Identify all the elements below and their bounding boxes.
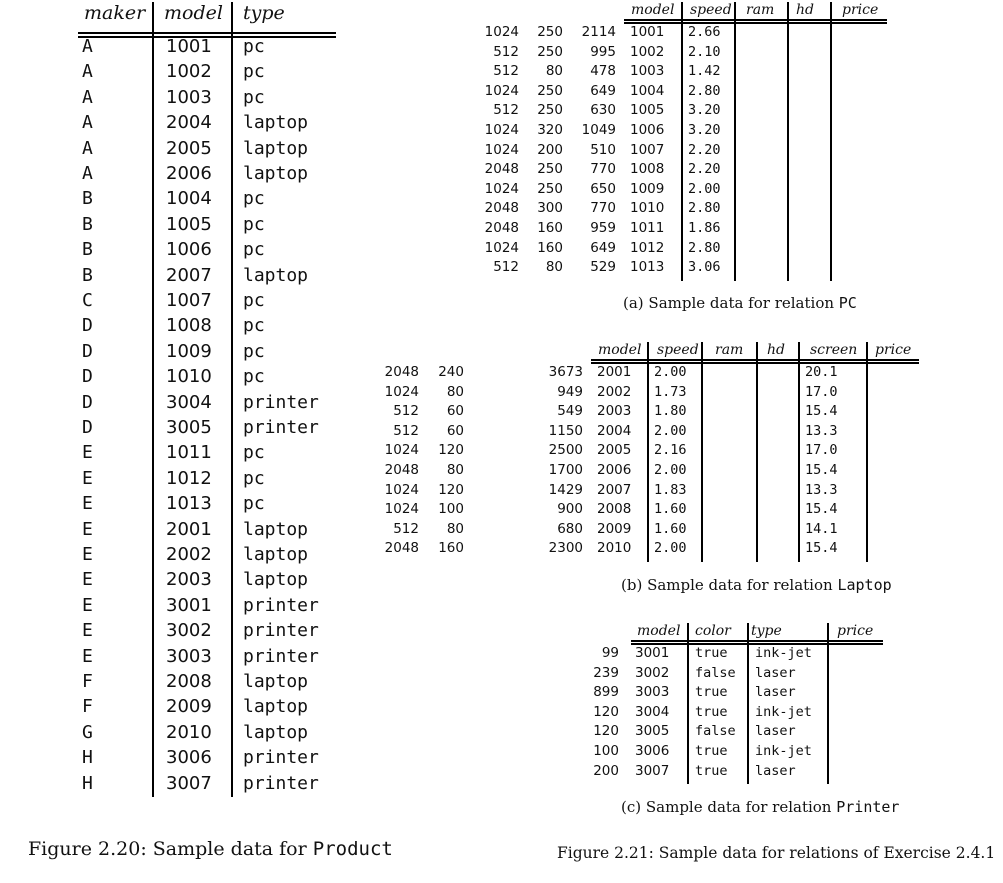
product-cell: pc xyxy=(243,86,265,108)
printerTable-cell: true xyxy=(695,743,728,759)
product-cell: laptop xyxy=(243,112,309,134)
product-cell: B xyxy=(82,264,93,286)
product-cell: H xyxy=(82,747,93,769)
laptopTable-cell: 2005 xyxy=(597,442,632,459)
product-cell: 3005 xyxy=(166,417,212,438)
pcTable-header-price: price xyxy=(842,2,879,18)
product-cell: laptop xyxy=(243,696,309,718)
pcTable-cell: 1008 xyxy=(630,161,665,178)
laptopTable-cell: 2009 xyxy=(597,520,632,537)
product-cell: 2010 xyxy=(166,721,212,743)
laptopTable-cell: 13.3 xyxy=(805,422,838,439)
printerTable-cell: 99 xyxy=(601,645,619,661)
pcTable-cell: 250 xyxy=(537,102,563,119)
product-cell: pc xyxy=(243,340,265,362)
product-cell: pc xyxy=(243,467,265,489)
pcTable-cell: 160 xyxy=(537,220,563,236)
printerTable-cell: false xyxy=(695,664,736,681)
pcTable-cell: 320 xyxy=(537,122,563,138)
printerTable-cell: 200 xyxy=(593,762,619,779)
product-cell: A xyxy=(82,61,93,83)
laptopTable-cell: 2.00 xyxy=(654,462,687,478)
pcTable-cell: 2048 xyxy=(484,161,519,178)
header-rule xyxy=(591,359,919,361)
laptopTable-cell: 2300 xyxy=(548,540,583,557)
laptopTable-cell: 2010 xyxy=(597,540,632,557)
column-divider xyxy=(687,623,689,784)
printerTable-cell: 3007 xyxy=(635,762,670,779)
pcTable-cell: 770 xyxy=(590,161,616,178)
printerTable-cell: laser xyxy=(755,664,796,681)
pcTable-cell: 2048 xyxy=(484,200,519,217)
pcTable-cell: 3.20 xyxy=(688,122,721,138)
pcTable-cell: 3.20 xyxy=(688,102,721,119)
header-rule xyxy=(78,32,336,34)
laptopTable-cell: 100 xyxy=(438,501,464,518)
laptopTable-cell: 1.73 xyxy=(654,383,687,400)
product-cell: printer xyxy=(243,391,319,413)
product-cell: D xyxy=(82,366,93,388)
laptopTable-cell: 680 xyxy=(557,520,583,537)
product-cell: pc xyxy=(243,36,265,57)
pcTable-cell: 250 xyxy=(537,82,563,99)
pcTable-cell: 512 xyxy=(493,63,519,80)
product-cell: 2002 xyxy=(166,544,212,565)
product-cell: printer xyxy=(243,594,319,616)
column-divider xyxy=(231,2,233,797)
pcTable-cell: 1005 xyxy=(630,102,665,119)
pcTable-cell: 2.80 xyxy=(688,239,721,256)
product-cell: 3003 xyxy=(166,645,212,667)
pcTable-cell: 1011 xyxy=(630,220,665,236)
laptopTable-cell: 2.00 xyxy=(654,422,687,439)
laptopTable-cell: 1024 xyxy=(384,442,419,459)
pcTable-cell: 649 xyxy=(590,239,616,256)
pcTable-cell: 250 xyxy=(537,161,563,178)
laptopTable-cell: 1.83 xyxy=(654,481,687,498)
laptopTable-cell: 13.3 xyxy=(805,481,838,498)
product-cell: 2005 xyxy=(166,137,212,159)
product-cell: E xyxy=(82,493,93,515)
laptopTable-cell: 120 xyxy=(438,442,464,459)
laptopTable-cell: 80 xyxy=(446,462,464,478)
pcTable-cell: 3.06 xyxy=(688,259,721,276)
laptopTable-cell: 512 xyxy=(393,422,419,439)
header-rule xyxy=(591,362,919,364)
product-cell: 1008 xyxy=(166,315,212,337)
pcTable-cell: 1049 xyxy=(581,122,616,138)
product-cell: G xyxy=(82,721,93,743)
laptopTable-cell: 2048 xyxy=(384,364,419,380)
product-cell: 1002 xyxy=(166,61,212,83)
laptopTable-cell: 15.4 xyxy=(805,501,838,518)
product-cell: pc xyxy=(243,315,265,337)
product-cell: 2008 xyxy=(166,671,212,692)
printerTable-cell: ink-jet xyxy=(755,743,812,759)
pcTable-cell: 2.00 xyxy=(688,180,721,197)
pcTable-cell: 1001 xyxy=(630,24,665,40)
laptopTable-cell: 17.0 xyxy=(805,442,838,459)
pcTable-cell: 80 xyxy=(545,63,563,80)
laptopTable-cell: 1700 xyxy=(548,462,583,478)
product-cell: pc xyxy=(243,188,265,210)
printerTable-cell: false xyxy=(695,723,736,740)
product-cell: B xyxy=(82,188,93,210)
product-cell: pc xyxy=(243,213,265,235)
figure-2-20-caption: Figure 2.20: Sample data for Product xyxy=(28,838,393,860)
column-divider xyxy=(152,2,154,797)
pcTable-cell: 630 xyxy=(590,102,616,119)
product-cell: 1011 xyxy=(166,442,212,464)
product-cell: E xyxy=(82,442,93,464)
laptopTable-header-speed: speed xyxy=(657,342,699,358)
pcTable-cell: 1024 xyxy=(484,239,519,256)
printerTable-cell: true xyxy=(695,703,728,720)
product-header-type: type xyxy=(243,2,285,24)
laptopTable-cell: 2008 xyxy=(597,501,632,518)
product-cell: 2006 xyxy=(166,163,212,184)
laptopTable-cell: 1.60 xyxy=(654,520,687,537)
laptopTable-cell: 2007 xyxy=(597,481,632,498)
laptopTable-cell: 120 xyxy=(438,481,464,498)
laptopTable-header-screen: screen xyxy=(810,342,858,358)
laptopTable-cell: 2003 xyxy=(597,403,632,420)
laptop-caption: (b) Sample data for relation Laptop xyxy=(621,576,892,594)
pcTable-header-ram: ram xyxy=(746,2,775,18)
pcTable-cell: 2.20 xyxy=(688,141,721,158)
printerTable-cell: ink-jet xyxy=(755,703,812,720)
laptopTable-cell: 2002 xyxy=(597,383,632,400)
printerTable-cell: 3001 xyxy=(635,645,670,661)
product-cell: printer xyxy=(243,645,319,667)
laptopTable-cell: 2004 xyxy=(597,422,632,439)
pcTable-cell: 512 xyxy=(493,259,519,276)
product-cell: 1005 xyxy=(166,213,212,235)
column-divider xyxy=(756,342,758,562)
product-cell: 2004 xyxy=(166,112,212,134)
laptopTable-cell: 60 xyxy=(446,422,464,439)
pcTable-cell: 2.80 xyxy=(688,82,721,99)
pcTable-cell: 1024 xyxy=(484,180,519,197)
product-cell: pc xyxy=(243,493,265,515)
product-cell: D xyxy=(82,417,93,438)
printerTable-cell: 120 xyxy=(593,703,619,720)
pcTable-cell: 512 xyxy=(493,43,519,60)
product-cell: 1001 xyxy=(166,36,212,57)
laptopTable-cell: 2.16 xyxy=(654,442,687,459)
pcTable-cell: 2.66 xyxy=(688,24,721,40)
column-divider xyxy=(747,623,749,784)
laptopTable-cell: 1150 xyxy=(548,422,583,439)
pcTable-header-hd: hd xyxy=(796,2,814,18)
laptopTable-cell: 20.1 xyxy=(805,364,838,380)
product-cell: B xyxy=(82,239,93,261)
printerTable-cell: 100 xyxy=(593,743,619,759)
laptopTable-header-hd: hd xyxy=(767,342,785,358)
figure-2-21-caption: Figure 2.21: Sample data for relations of Exercise 2.4.1 xyxy=(557,844,996,862)
pcTable-cell: 510 xyxy=(590,141,616,158)
product-cell: 2007 xyxy=(166,264,212,286)
printerTable-cell: laser xyxy=(755,762,796,779)
laptopTable-cell: 2500 xyxy=(548,442,583,459)
pcTable-cell: 1024 xyxy=(484,141,519,158)
laptopTable-cell: 2048 xyxy=(384,462,419,478)
pcTable-cell: 959 xyxy=(590,220,616,236)
pcTable-cell: 300 xyxy=(537,200,563,217)
product-cell: 2001 xyxy=(166,518,212,540)
product-cell: 1003 xyxy=(166,86,212,108)
pcTable-cell: 512 xyxy=(493,102,519,119)
column-divider xyxy=(734,2,736,281)
printerTable-cell: 3003 xyxy=(635,684,670,701)
product-cell: printer xyxy=(243,747,319,769)
laptopTable-cell: 1.80 xyxy=(654,403,687,420)
product-cell: pc xyxy=(243,442,265,464)
laptopTable-cell: 1429 xyxy=(548,481,583,498)
laptopTable-cell: 1024 xyxy=(384,501,419,518)
product-cell: 1012 xyxy=(166,467,212,489)
pcTable-cell: 1013 xyxy=(630,259,665,276)
printerTable-header-type: type xyxy=(751,623,782,639)
product-cell: C xyxy=(82,290,93,311)
pcTable-cell: 2114 xyxy=(581,24,616,40)
product-cell: 1006 xyxy=(166,239,212,261)
column-divider xyxy=(827,623,829,784)
product-cell: E xyxy=(82,569,93,591)
laptopTable-cell: 900 xyxy=(557,501,583,518)
product-cell: 1004 xyxy=(166,188,212,210)
column-divider xyxy=(866,342,868,562)
laptopTable-header-model: model xyxy=(598,342,642,358)
product-cell: B xyxy=(82,213,93,235)
product-cell: pc xyxy=(243,239,265,261)
product-cell: D xyxy=(82,391,93,413)
laptopTable-cell: 2006 xyxy=(597,462,632,478)
header-rule xyxy=(631,640,883,642)
pcTable-cell: 1004 xyxy=(630,82,665,99)
product-cell: laptop xyxy=(243,721,309,743)
laptopTable-cell: 15.4 xyxy=(805,540,838,557)
product-cell: pc xyxy=(243,61,265,83)
laptopTable-cell: 80 xyxy=(446,520,464,537)
column-divider xyxy=(830,2,832,281)
pcTable-cell: 1010 xyxy=(630,200,665,217)
product-cell: printer xyxy=(243,417,319,438)
product-cell: H xyxy=(82,772,93,794)
laptopTable-cell: 512 xyxy=(393,520,419,537)
pcTable-cell: 1003 xyxy=(630,63,665,80)
product-cell: laptop xyxy=(243,137,309,159)
column-divider xyxy=(647,342,649,562)
product-cell: E xyxy=(82,544,93,565)
pcTable-cell: 1.86 xyxy=(688,220,721,236)
column-divider xyxy=(681,2,683,281)
pcTable-cell: 1007 xyxy=(630,141,665,158)
pcTable-cell: 80 xyxy=(545,259,563,276)
product-cell: 3004 xyxy=(166,391,212,413)
laptopTable-cell: 1024 xyxy=(384,383,419,400)
product-cell: D xyxy=(82,315,93,337)
laptopTable-cell: 240 xyxy=(438,364,464,380)
printerTable-cell: ink-jet xyxy=(755,645,812,661)
pcTable-cell: 250 xyxy=(537,180,563,197)
laptopTable-cell: 160 xyxy=(438,540,464,557)
pcTable-header-model: model xyxy=(631,2,675,18)
pcTable-cell: 995 xyxy=(590,43,616,60)
product-cell: D xyxy=(82,340,93,362)
product-cell: 1010 xyxy=(166,366,212,388)
product-cell: printer xyxy=(243,772,319,794)
laptopTable-cell: 80 xyxy=(446,383,464,400)
product-cell: A xyxy=(82,163,93,184)
laptopTable-cell: 949 xyxy=(557,383,583,400)
pc-caption: (a) Sample data for relation PC xyxy=(623,294,857,312)
product-cell: E xyxy=(82,467,93,489)
pcTable-cell: 1.42 xyxy=(688,63,721,80)
product-cell: printer xyxy=(243,620,319,642)
pcTable-cell: 2048 xyxy=(484,220,519,236)
laptopTable-cell: 1024 xyxy=(384,481,419,498)
header-rule xyxy=(624,19,887,21)
product-cell: A xyxy=(82,112,93,134)
product-cell: F xyxy=(82,671,93,692)
product-cell: laptop xyxy=(243,518,309,540)
printerTable-cell: 3005 xyxy=(635,723,670,740)
pcTable-cell: 200 xyxy=(537,141,563,158)
pcTable-cell: 2.10 xyxy=(688,43,721,60)
printerTable-header-color: color xyxy=(695,623,731,639)
product-cell: 3007 xyxy=(166,772,212,794)
laptopTable-cell: 14.1 xyxy=(805,520,838,537)
product-cell: A xyxy=(82,137,93,159)
product-cell: E xyxy=(82,620,93,642)
pcTable-cell: 529 xyxy=(590,259,616,276)
product-cell: laptop xyxy=(243,671,309,692)
column-divider xyxy=(787,2,789,281)
laptopTable-cell: 549 xyxy=(557,403,583,420)
product-cell: pc xyxy=(243,366,265,388)
product-cell: F xyxy=(82,696,93,718)
pcTable-cell: 649 xyxy=(590,82,616,99)
product-cell: laptop xyxy=(243,264,309,286)
column-divider xyxy=(701,342,703,562)
laptopTable-cell: 2048 xyxy=(384,540,419,557)
printerTable-cell: 899 xyxy=(593,684,619,701)
laptopTable-cell: 15.4 xyxy=(805,462,838,478)
laptopTable-cell: 2.00 xyxy=(654,540,687,557)
pcTable-cell: 1024 xyxy=(484,122,519,138)
pcTable-cell: 1024 xyxy=(484,24,519,40)
laptopTable-cell: 15.4 xyxy=(805,403,838,420)
laptopTable-cell: 17.0 xyxy=(805,383,838,400)
product-cell: E xyxy=(82,594,93,616)
product-cell: E xyxy=(82,518,93,540)
pcTable-cell: 1012 xyxy=(630,239,665,256)
printerTable-cell: true xyxy=(695,762,728,779)
product-cell: 3001 xyxy=(166,594,212,616)
printerTable-cell: 239 xyxy=(593,664,619,681)
product-cell: A xyxy=(82,86,93,108)
laptopTable-cell: 2001 xyxy=(597,364,632,380)
printerTable-header-price: price xyxy=(837,623,874,639)
column-divider xyxy=(798,342,800,562)
pcTable-cell: 770 xyxy=(590,200,616,217)
product-cell: 3006 xyxy=(166,747,212,769)
printerTable-cell: 3002 xyxy=(635,664,670,681)
laptopTable-header-price: price xyxy=(875,342,912,358)
pcTable-cell: 1006 xyxy=(630,122,665,138)
product-cell: pc xyxy=(243,290,265,311)
pcTable-cell: 2.20 xyxy=(688,161,721,178)
pcTable-cell: 2.80 xyxy=(688,200,721,217)
product-cell: 3002 xyxy=(166,620,212,642)
printerTable-cell: 120 xyxy=(593,723,619,740)
product-cell: 1007 xyxy=(166,290,212,311)
printerTable-cell: 3004 xyxy=(635,703,670,720)
pcTable-cell: 1009 xyxy=(630,180,665,197)
pcTable-cell: 160 xyxy=(537,239,563,256)
laptopTable-header-ram: ram xyxy=(715,342,744,358)
pcTable-cell: 1024 xyxy=(484,82,519,99)
printerTable-cell: laser xyxy=(755,684,796,701)
product-cell: 2003 xyxy=(166,569,212,591)
product-header-model: model xyxy=(164,2,223,24)
laptopTable-cell: 1.60 xyxy=(654,501,687,518)
product-cell: A xyxy=(82,36,93,57)
product-cell: laptop xyxy=(243,163,309,184)
laptopTable-cell: 60 xyxy=(446,403,464,420)
pcTable-cell: 478 xyxy=(590,63,616,80)
product-cell: E xyxy=(82,645,93,667)
pcTable-cell: 650 xyxy=(590,180,616,197)
product-cell: 1009 xyxy=(166,340,212,362)
laptopTable-cell: 512 xyxy=(393,403,419,420)
pcTable-header-speed: speed xyxy=(690,2,732,18)
printerTable-cell: true xyxy=(695,645,728,661)
printerTable-cell: true xyxy=(695,684,728,701)
printerTable-cell: 3006 xyxy=(635,743,670,759)
printer-caption: (c) Sample data for relation Printer xyxy=(621,798,900,816)
laptopTable-cell: 3673 xyxy=(548,364,583,380)
printerTable-cell: laser xyxy=(755,723,796,740)
pcTable-cell: 250 xyxy=(537,24,563,40)
laptopTable-cell: 2.00 xyxy=(654,364,687,380)
product-cell: 1013 xyxy=(166,493,212,515)
pcTable-cell: 1002 xyxy=(630,43,665,60)
product-cell: 2009 xyxy=(166,696,212,718)
printerTable-header-model: model xyxy=(637,623,681,639)
product-cell: laptop xyxy=(243,544,309,565)
product-header-maker: maker xyxy=(84,2,146,24)
pcTable-cell: 250 xyxy=(537,43,563,60)
product-cell: laptop xyxy=(243,569,309,591)
